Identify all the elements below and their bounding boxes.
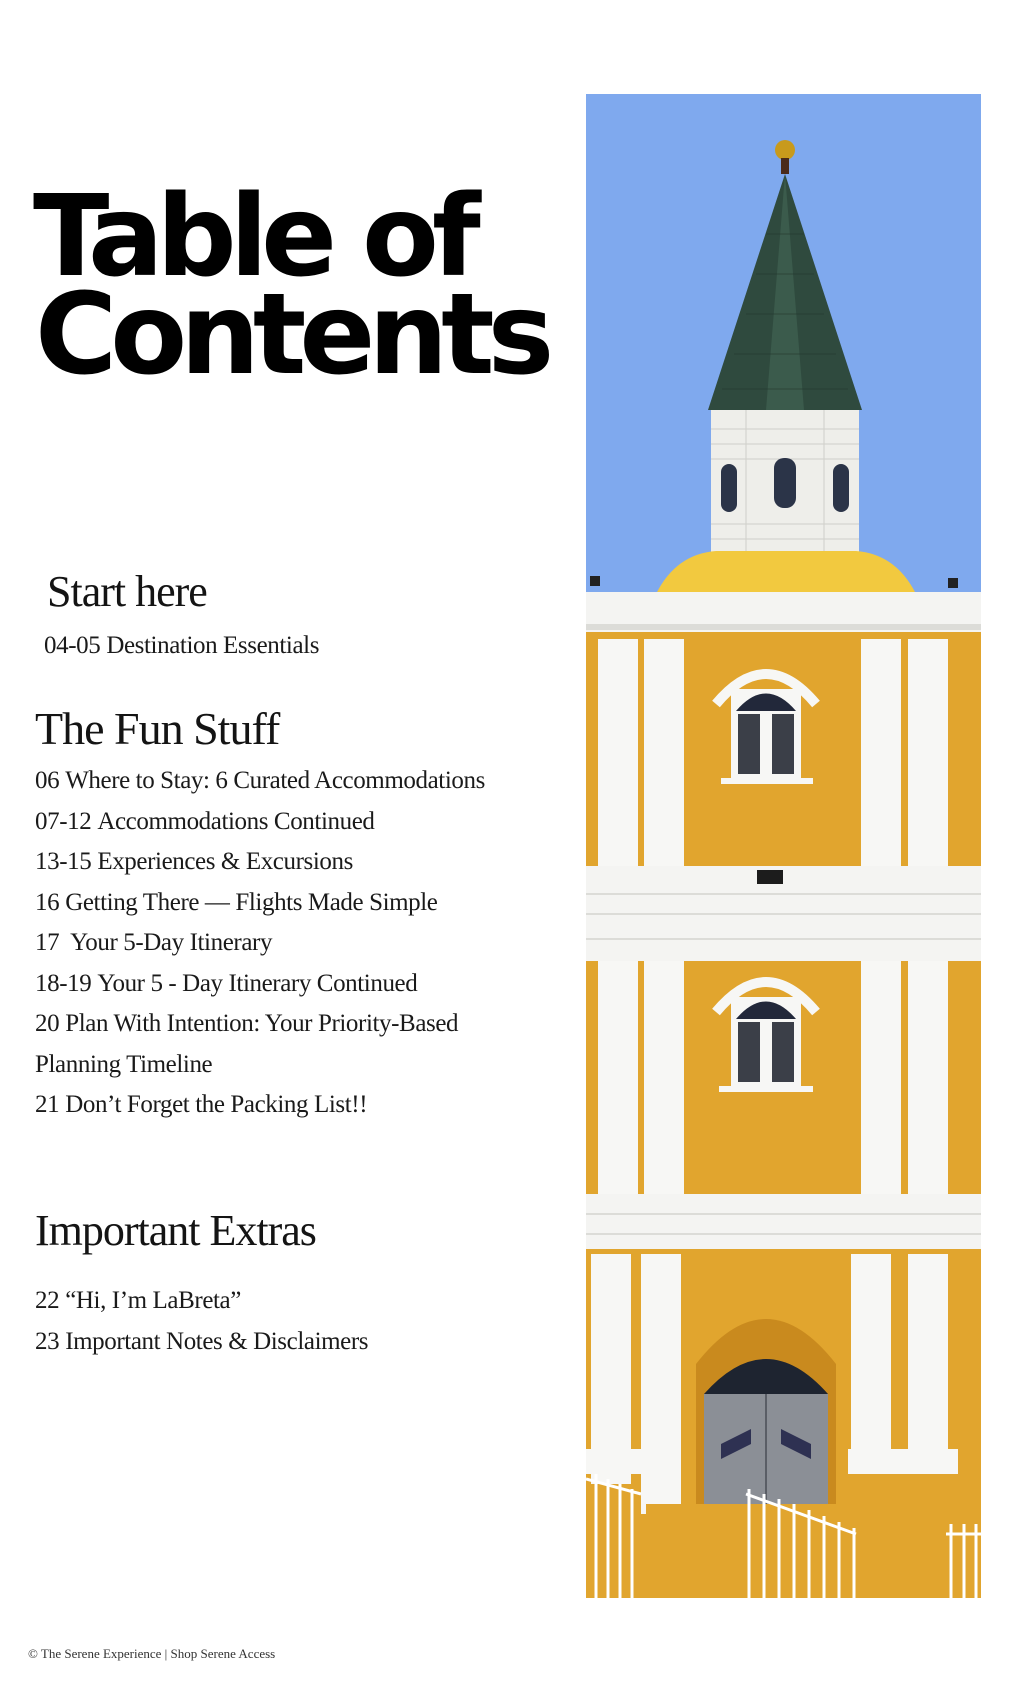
toc-entry-label: Experiences & Excursions	[97, 848, 353, 875]
toc-entry[interactable]	[35, 1004, 485, 1045]
toc-entry[interactable]	[44, 626, 319, 667]
toc-entry-pages: 18-19	[35, 969, 92, 997]
toc-entry-label: Plan With Intention: Your Priority-Based	[65, 1010, 459, 1037]
toc-entry[interactable]	[35, 923, 485, 964]
toc-list-important-extras	[35, 1281, 368, 1362]
toc-entry-pages: 06	[35, 767, 60, 794]
title-line-2: Contents	[35, 270, 548, 400]
toc-entry-label: Where to Stay: 6 Curated Accommodations	[65, 767, 485, 794]
toc-entry-pages: 13-15	[35, 848, 92, 875]
toc-entry-label: Destination Essentials	[106, 632, 320, 659]
toc-entry[interactable]	[35, 802, 485, 843]
toc-entry-pages: 21	[35, 1091, 60, 1118]
toc-entry-label: Getting There — Flights Made Simple	[65, 888, 438, 916]
title-line-1: Table of	[33, 172, 474, 302]
toc-entry[interactable]	[35, 842, 485, 883]
toc-entry-label: Your 5 - Day Itinerary Continued	[97, 969, 418, 997]
toc-entry[interactable]	[35, 1085, 485, 1126]
church-illustration-icon	[586, 94, 981, 1598]
footer-copyright: © The Serene Experience | Shop Serene Access	[28, 1646, 276, 1661]
toc-entry-label: Don’t Forget the Packing List!!	[65, 1091, 368, 1118]
toc-entry-label: “Hi, I’m LaBreta”	[65, 1287, 241, 1314]
section-heading-important-extras: Important Extras	[35, 1206, 316, 1255]
toc-list-fun-stuff	[35, 761, 485, 1126]
toc-entry-label: Accommodations Continued	[97, 807, 375, 835]
section-heading-fun-stuff: The Fun Stuff	[35, 703, 280, 754]
toc-entry[interactable]	[35, 883, 485, 924]
toc-entry[interactable]	[35, 1281, 368, 1322]
toc-entry-pages: 07-12	[35, 807, 92, 835]
page-title	[33, 172, 548, 400]
toc-entry-label: Important Notes & Disclaimers	[65, 1327, 369, 1355]
toc-entry[interactable]	[35, 761, 485, 802]
section-heading-start-here: Start here	[47, 567, 207, 616]
toc-entry-label: Planning Timeline	[35, 1050, 213, 1078]
church-photo	[586, 94, 981, 1598]
toc-entry-pages: 22	[35, 1287, 60, 1314]
toc-entry[interactable]	[35, 1322, 368, 1363]
toc-entry-continuation[interactable]	[35, 1045, 485, 1086]
toc-entry-pages: 04-05	[44, 632, 101, 659]
toc-entry[interactable]	[35, 964, 485, 1005]
toc-entry-pages: 23	[35, 1327, 60, 1355]
toc-entry-label: Your 5-Day Itinerary	[65, 929, 273, 956]
toc-entry-pages: 20	[35, 1010, 60, 1037]
toc-list-start-here	[44, 626, 319, 667]
toc-entry-pages: 17	[35, 929, 60, 956]
toc-entry-pages: 16	[35, 888, 60, 916]
